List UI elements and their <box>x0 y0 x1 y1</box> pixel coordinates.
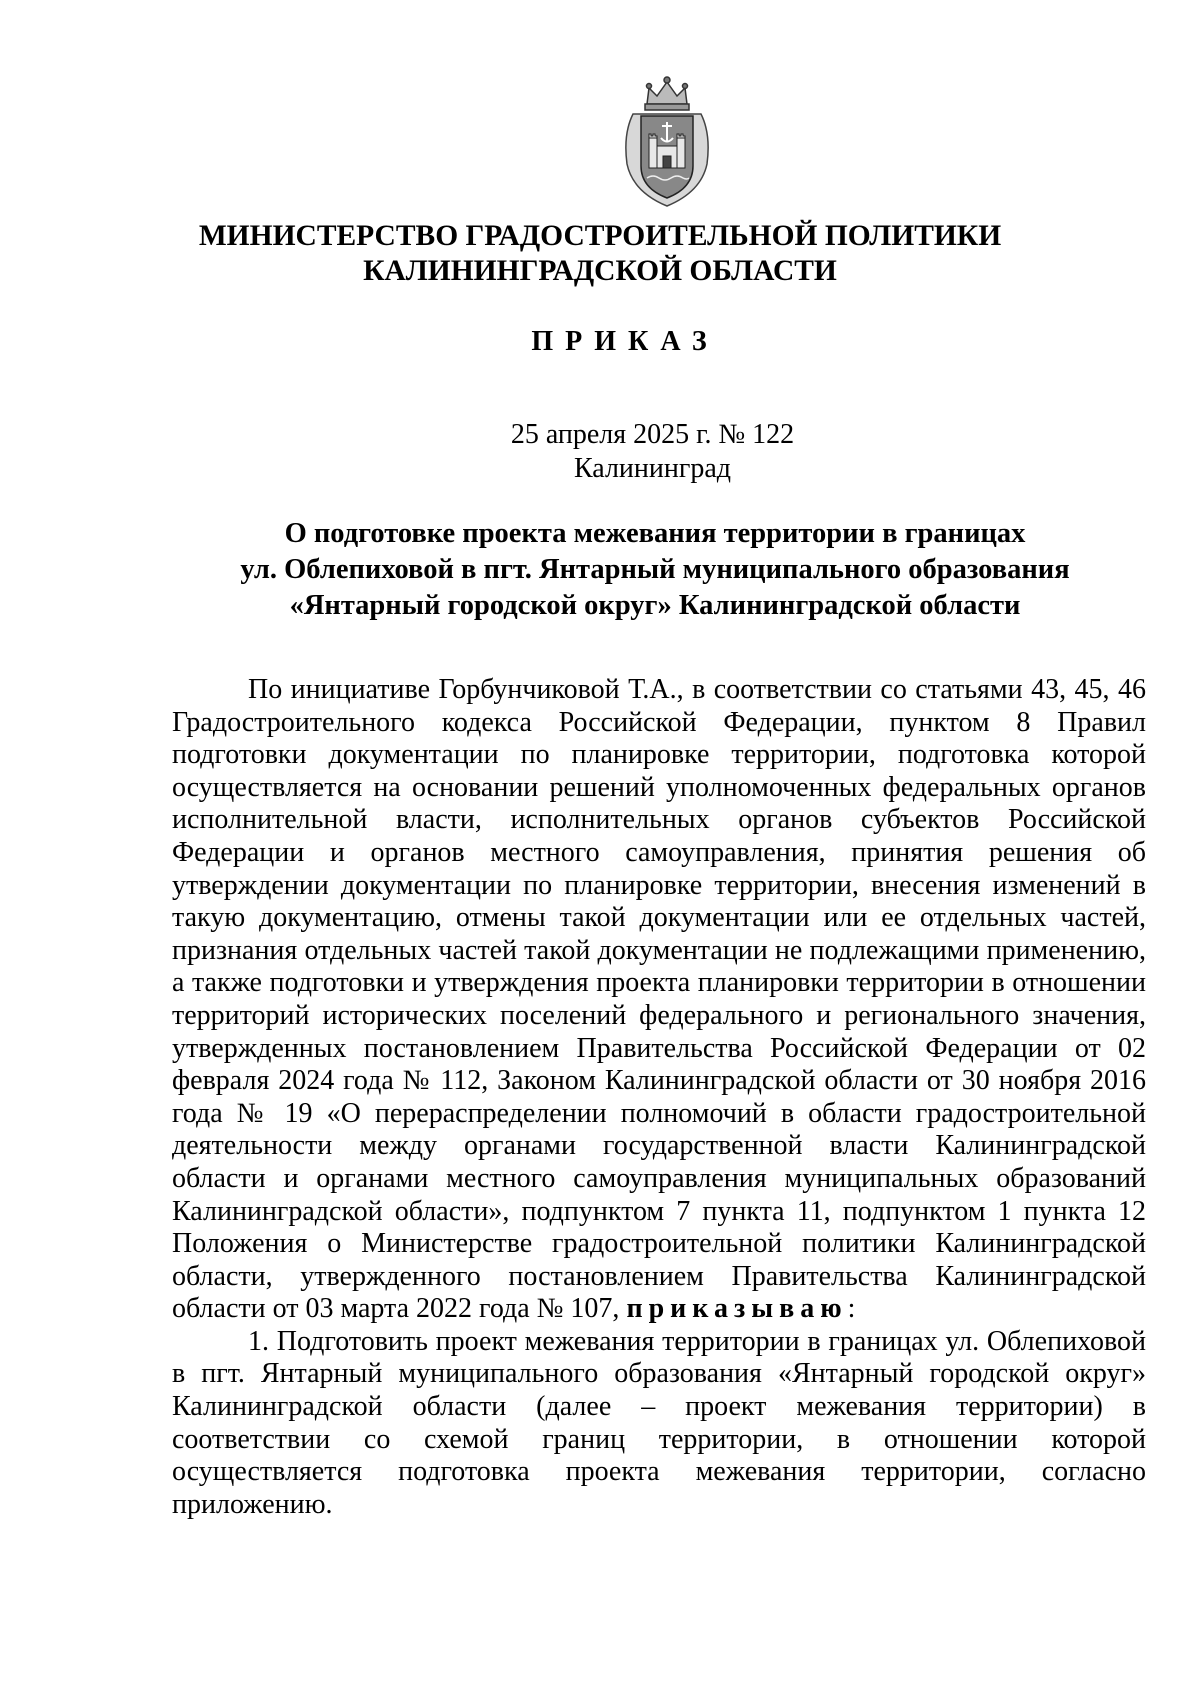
order-body <box>172 674 1146 1521</box>
order-verb: приказываю <box>626 1293 848 1325</box>
preamble-paragraph <box>172 674 1146 1326</box>
document-type-title: ПРИКАЗ <box>531 326 719 357</box>
ministry-name <box>100 219 1100 289</box>
subject-line-1: О подготовке проекта межевания территории в границах <box>284 518 1026 549</box>
order-verb-suffix: : <box>847 1293 856 1325</box>
preamble-text: По инициативе Горбунчиковой Т.А., в соответствии со статьями 43, 45, 46 Градостроительного кодекса Российской Федерации, пунктом 8 Правил подготовки документации по планировке территории, подготовка которой осуществляется на основании решений уполномоченных федеральных органов исполнительной власти, исполнительных органов субъектов Российской Федерации и органов местного самоуправления, принятия решения об утверждении документации по планировке территории, внесения изменений в такую документацию, отмены такой документации или ее отдельных частей, признания отдельных частей такой документации не подлежащими применению, а также подготовки и утверждения проекта планировки территории в отношении территорий исторических поселений федерального и регионального значения, утвержденных постановлением Правительства Российской Федерации от 02 февраля 2024 года № 112, Законом Калининградской области от 30 ноября 2016 года № 19 «О перераспределении полномочий в области градостроительной деятельности между органами государственной власти Калининградской области и органами местного самоуправления муниципальных образований Калининградской области», подпунктом 7 пункта 11, подпунктом 1 пункта 12 Положения о Министерстве градостроительной политики Калининградской области, утвержденного постановлением Правительства Калининградской области от 03 марта 2022 года № 107, <box>172 674 1146 1325</box>
order-date-number: 25 апреля 2025 г. № 122 <box>510 419 795 450</box>
order-subject <box>160 516 1150 624</box>
order-city: Калининград <box>573 453 732 484</box>
ministry-line-1: МИНИСТЕРСТВО ГРАДОСТРОИТЕЛЬНОЙ ПОЛИТИКИ <box>198 220 1002 252</box>
coat-of-arms-emblem <box>619 74 715 212</box>
subject-line-3: «Янтарный городской округ» Калининградской области <box>289 590 1021 621</box>
subject-line-2: ул. Облепиховой в пгт. Янтарный муниципального образования <box>240 554 1070 585</box>
ministry-line-2: КАЛИНИНГРАДСКОЙ ОБЛАСТИ <box>363 255 837 287</box>
item-1-paragraph: 1. Подготовить проект межевания территории в границах ул. Облепиховой в пгт. Янтарный муниципального образования «Янтарный городской округ» Калининградской области (далее – проект межевания территории) в соответствии со схемой границ территории, в отношении которой осуществляется подготовка проекта межевания территории, согласно приложению. <box>172 1325 1146 1520</box>
